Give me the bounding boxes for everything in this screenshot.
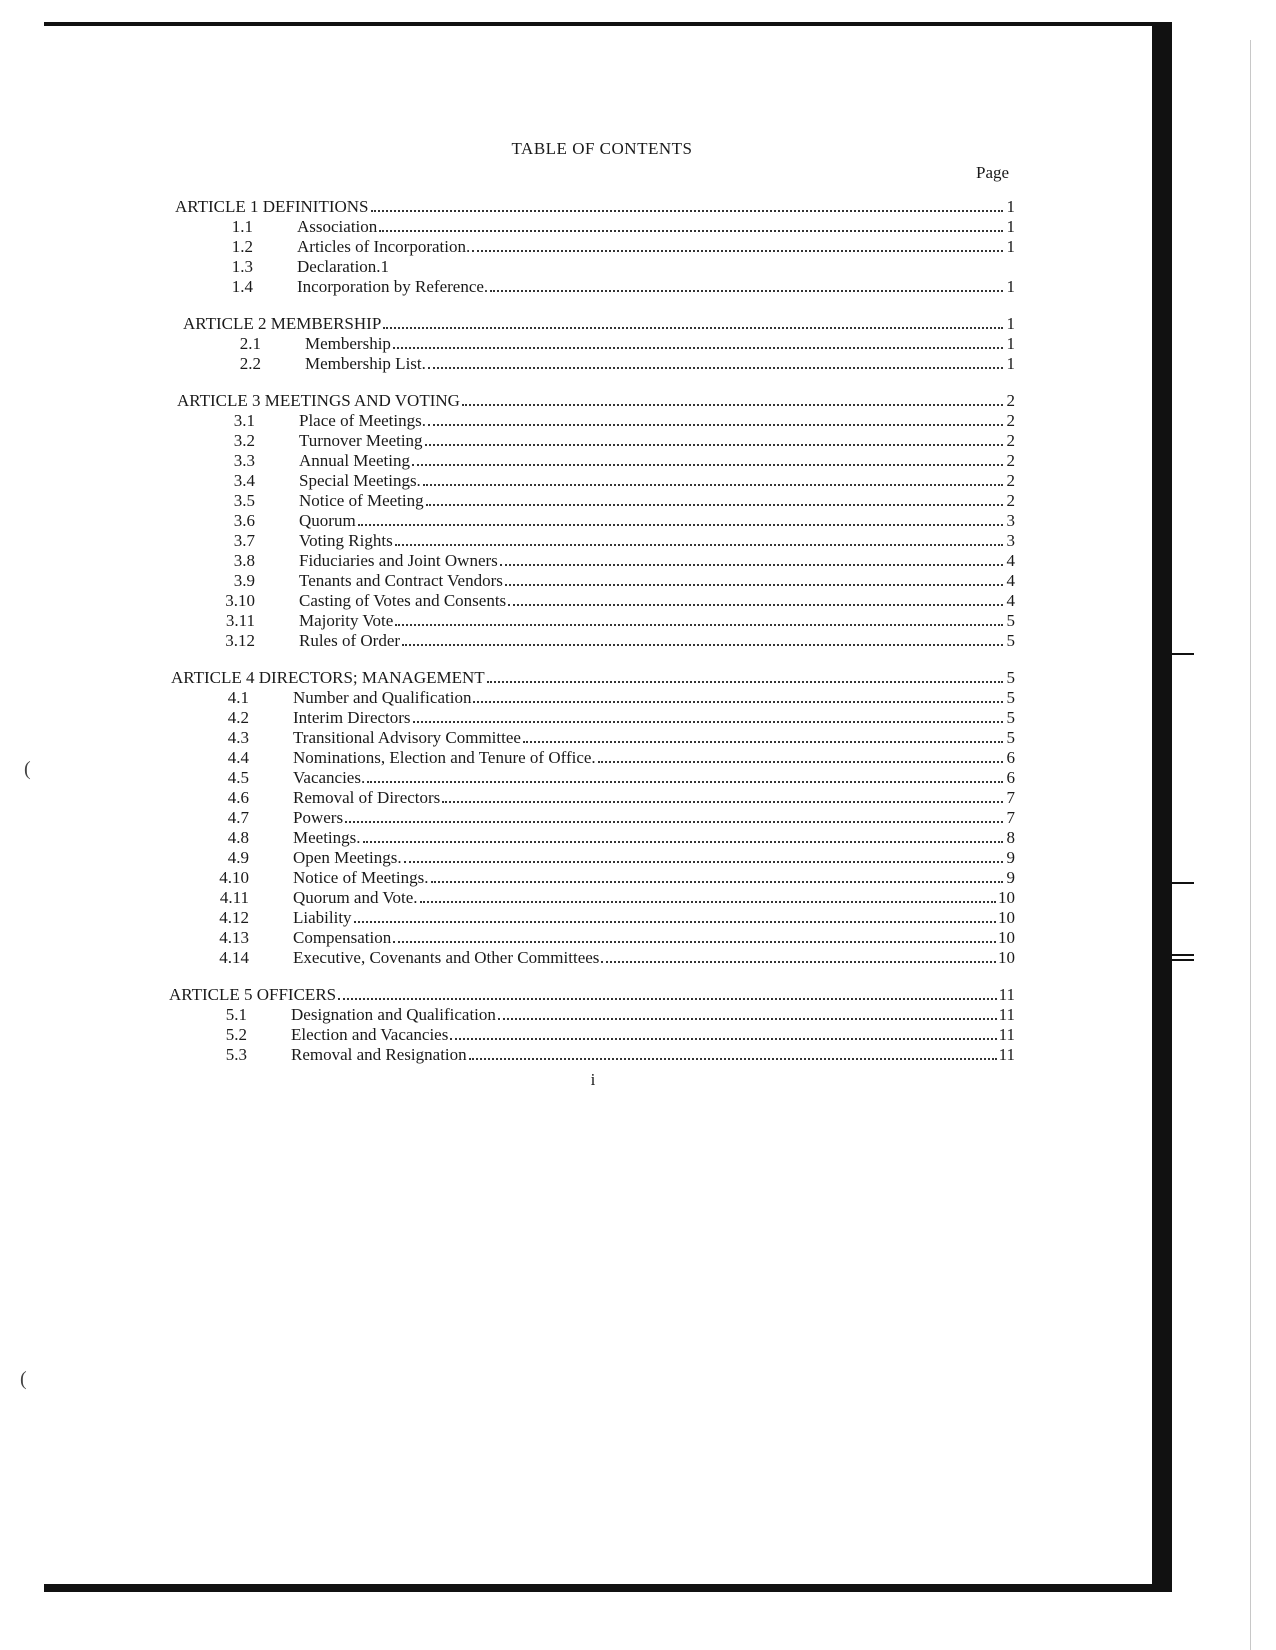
section-number: 4.2 [227,708,249,727]
dot-leader [393,347,1003,349]
dot-leader [469,1058,997,1060]
dot-leader [598,761,1003,763]
dot-leader [395,624,1003,626]
dot-leader [428,367,1003,369]
article-heading: ARTICLE 4 DIRECTORS; MANAGEMENT [171,668,485,687]
section-number: 4.3 [227,728,249,747]
toc-article-entry[interactable] [175,197,1015,217]
document-title: TABLE OF CONTENTS [511,139,693,158]
section-number: 3.12 [225,631,255,650]
section-title: Articles of Incorporation. [297,237,471,256]
section-page-number: 1 [1006,217,1015,236]
section-number: 4.4 [227,748,249,767]
scan-edge-mark [1172,882,1194,884]
section-title: Membership [305,334,391,353]
dot-leader [358,524,1003,526]
section-title: Quorum and Vote. [293,888,418,907]
dot-leader [431,881,1004,883]
section-title: Notice of Meetings. [293,868,429,887]
scan-border-bottom [44,1584,1172,1592]
toc-section-entry[interactable] [171,908,1015,928]
dot-leader [500,564,1003,566]
article-page-number: 1 [1006,314,1015,333]
toc-section-entry[interactable] [171,688,1015,708]
article-heading: ARTICLE 2 MEMBERSHIP [183,314,382,333]
scan-edge-line [1250,40,1251,1650]
section-page-number: 5 [1006,611,1015,630]
dot-leader [442,801,1003,803]
section-number: 4.9 [227,848,249,867]
section-title: Removal of Directors [293,788,441,807]
section-title: Incorporation by Reference. [297,277,489,296]
dot-leader [420,901,996,903]
dot-leader [508,604,1003,606]
dot-leader [426,504,1003,506]
scan-border-top [44,22,1168,26]
section-page-number: 3 [1006,511,1015,530]
section-title: Designation and Qualification [291,1005,496,1024]
dot-leader [425,444,1003,446]
toc-section-entry[interactable] [171,828,1015,848]
toc-section-entry[interactable] [171,768,1015,788]
dot-leader [412,464,1003,466]
section-page-number: 2 [1006,431,1015,450]
section-page-number: 9 [1006,848,1015,867]
dot-leader [404,861,1003,863]
dot-leader [428,424,1003,426]
section-page-number: 10 [998,888,1015,907]
section-title: Association [297,217,378,236]
section-page-number: 2 [1006,451,1015,470]
dot-leader [423,484,1003,486]
section-number: 3.5 [233,491,255,510]
section-page-number: 1 [1006,277,1015,296]
section-number: 5.2 [225,1025,247,1044]
footer-page-number: i [590,1070,596,1089]
toc-section-entry[interactable] [177,611,1015,631]
article-heading: ARTICLE 5 OFFICERS [169,985,337,1004]
section-number: 1.4 [231,277,253,296]
section-page-number: 4 [1006,591,1015,610]
toc-section-entry[interactable] [177,491,1015,511]
section-page-number: 11 [998,1025,1015,1044]
section-number: 4.5 [227,768,249,787]
section-title: Annual Meeting [299,451,410,470]
section-number: 3.9 [233,571,255,590]
section-number: 3.2 [233,431,255,450]
toc-section-entry[interactable] [177,631,1015,651]
section-page-number: 1 [1006,354,1015,373]
section-number: 2.2 [239,354,261,373]
scan-border-right [1152,22,1172,1590]
table-of-contents [169,197,1015,1082]
section-number: 3.3 [233,451,255,470]
section-title: Quorum [299,511,356,530]
section-number: 4.13 [219,928,249,947]
toc-article [183,314,1015,374]
scan-edge-mark [1172,653,1194,655]
section-number: 3.10 [225,591,255,610]
section-title: Special Meetings. [299,471,421,490]
section-number: 3.1 [233,411,255,430]
toc-section-entry[interactable] [177,411,1015,431]
section-title: Interim Directors [293,708,411,727]
dot-leader [379,230,1003,232]
section-page-number: 11 [998,1005,1015,1024]
section-number: 3.4 [233,471,255,490]
section-number: 3.6 [233,511,255,530]
article-page-number: 1 [1006,197,1015,216]
section-number: 3.8 [233,551,255,570]
toc-article [177,391,1015,651]
section-title: Fiduciaries and Joint Owners [299,551,498,570]
section-page-number: 3 [1006,531,1015,550]
section-page-number: 2 [1006,491,1015,510]
section-number: 4.8 [227,828,249,847]
scan-artifact-mark: ( [20,1368,27,1390]
section-number: 1.3 [231,257,253,276]
section-number: 4.1 [227,688,249,707]
section-title: Number and Qualification [293,688,472,707]
section-number: 5.3 [225,1045,247,1064]
toc-section-entry[interactable] [171,788,1015,808]
toc-section-entry[interactable] [183,334,1015,354]
toc-section-entry[interactable] [177,451,1015,471]
toc-section-entry[interactable] [171,748,1015,768]
section-page-number: 6 [1006,768,1015,787]
section-title: Declaration.1 [297,257,390,276]
section-title: Tenants and Contract Vendors [299,571,503,590]
toc-article-entry[interactable] [177,391,1015,411]
toc-article-entry[interactable] [183,314,1015,334]
section-page-number: 1 [1006,237,1015,256]
section-title: Election and Vacancies [291,1025,449,1044]
toc-section-entry[interactable] [175,237,1015,257]
toc-section-entry[interactable] [169,1005,1015,1025]
article-page-number: 2 [1006,391,1015,410]
section-title: Transitional Advisory Committee [293,728,521,747]
section-title: Place of Meetings. [299,411,426,430]
section-page-number: 10 [998,908,1015,927]
section-title: Casting of Votes and Consents [299,591,507,610]
section-page-number: 5 [1006,688,1015,707]
section-number: 4.14 [219,948,249,967]
toc-section-entry[interactable] [177,531,1015,551]
section-page-number: 2 [1006,471,1015,490]
section-number: 2.1 [239,334,261,353]
toc-section-entry[interactable] [175,217,1015,237]
section-number: 4.10 [219,868,249,887]
dot-leader [413,721,1003,723]
dot-leader [505,584,1003,586]
dot-leader [371,210,1003,212]
section-page-number: 10 [998,928,1015,947]
dot-leader [393,941,996,943]
toc-article [171,668,1015,968]
section-page-number: 6 [1006,748,1015,767]
page-column-header: Page [976,163,1010,182]
toc-section-entry[interactable] [183,354,1015,374]
dot-leader [462,404,1003,406]
toc-section-entry[interactable] [171,868,1015,888]
section-number: 3.11 [225,611,255,630]
section-number: 4.7 [227,808,249,827]
section-page-number: 7 [1006,788,1015,807]
section-title: Voting Rights [299,531,393,550]
section-page-number: 9 [1006,868,1015,887]
dot-leader [345,821,1003,823]
section-page-number: 2 [1006,411,1015,430]
section-title: Liability [293,908,352,927]
toc-section-entry[interactable] [171,928,1015,948]
section-title: Open Meetings. [293,848,402,867]
dot-leader [601,961,996,963]
section-page-number: 7 [1006,808,1015,827]
toc-article [175,197,1015,297]
section-number: 4.6 [227,788,249,807]
article-heading: ARTICLE 1 DEFINITIONS [175,197,369,216]
section-title: Removal and Resignation [291,1045,467,1064]
section-number: 1.1 [231,217,253,236]
toc-section-entry[interactable] [169,1045,1015,1065]
section-page-number: 5 [1006,708,1015,727]
dot-leader [338,998,997,1000]
article-page-number: 5 [1006,668,1015,687]
section-page-number: 5 [1006,631,1015,650]
dot-leader [383,327,1003,329]
toc-section-entry[interactable] [177,511,1015,531]
section-title: Vacancies. [293,768,366,787]
section-title: Compensation [293,928,392,947]
article-heading: ARTICLE 3 MEETINGS AND VOTING [177,391,460,410]
dot-leader [363,841,1003,843]
toc-section-entry[interactable] [175,257,1015,277]
scan-edge-mark [1172,959,1194,961]
dot-leader [367,781,1003,783]
toc-section-entry[interactable] [171,888,1015,908]
section-title: Membership List. [305,354,426,373]
section-page-number: 4 [1006,571,1015,590]
toc-section-entry[interactable] [177,471,1015,491]
toc-section-entry[interactable] [171,948,1015,968]
section-page-number: 5 [1006,728,1015,747]
dot-leader [395,544,1003,546]
dot-leader [523,741,1003,743]
section-number: 5.1 [225,1005,247,1024]
toc-section-entry[interactable] [171,708,1015,728]
section-title: Notice of Meeting [299,491,424,510]
section-title: Rules of Order [299,631,401,650]
toc-section-entry[interactable] [177,591,1015,611]
toc-section-entry[interactable] [177,551,1015,571]
toc-article-entry[interactable] [169,985,1015,1005]
scan-edge-mark [1172,954,1194,956]
section-number: 4.12 [219,908,249,927]
section-title: Executive, Covenants and Other Committees [293,948,600,967]
dot-leader [498,1018,997,1020]
article-page-number: 11 [998,985,1015,1004]
section-title: Turnover Meeting [299,431,423,450]
section-page-number: 8 [1006,828,1015,847]
dot-leader [402,644,1003,646]
toc-article [169,985,1015,1065]
toc-section-entry[interactable] [177,571,1015,591]
toc-section-entry[interactable] [175,277,1015,297]
dot-leader [487,681,1003,683]
toc-section-entry[interactable] [171,728,1015,748]
section-page-number: 11 [998,1045,1015,1064]
dot-leader [473,701,1003,703]
toc-section-entry[interactable] [177,431,1015,451]
dot-leader [490,290,1003,292]
section-number: 3.7 [233,531,255,550]
toc-section-entry[interactable] [171,848,1015,868]
toc-section-entry[interactable] [169,1025,1015,1045]
section-title: Nominations, Election and Tenure of Office. [293,748,596,767]
dot-leader [472,250,1003,252]
section-page-number: 10 [998,948,1015,967]
section-number: 1.2 [231,237,253,256]
section-page-number: 1 [1006,334,1015,353]
toc-article-entry[interactable] [171,668,1015,688]
scan-artifact-mark: ( [24,758,31,780]
section-title: Meetings. [293,828,361,847]
dot-leader [354,921,996,923]
section-title: Powers [293,808,344,827]
toc-section-entry[interactable] [171,808,1015,828]
section-title: Majority Vote [299,611,394,630]
dot-leader [450,1038,996,1040]
section-page-number: 4 [1006,551,1015,570]
section-number: 4.11 [219,888,249,907]
